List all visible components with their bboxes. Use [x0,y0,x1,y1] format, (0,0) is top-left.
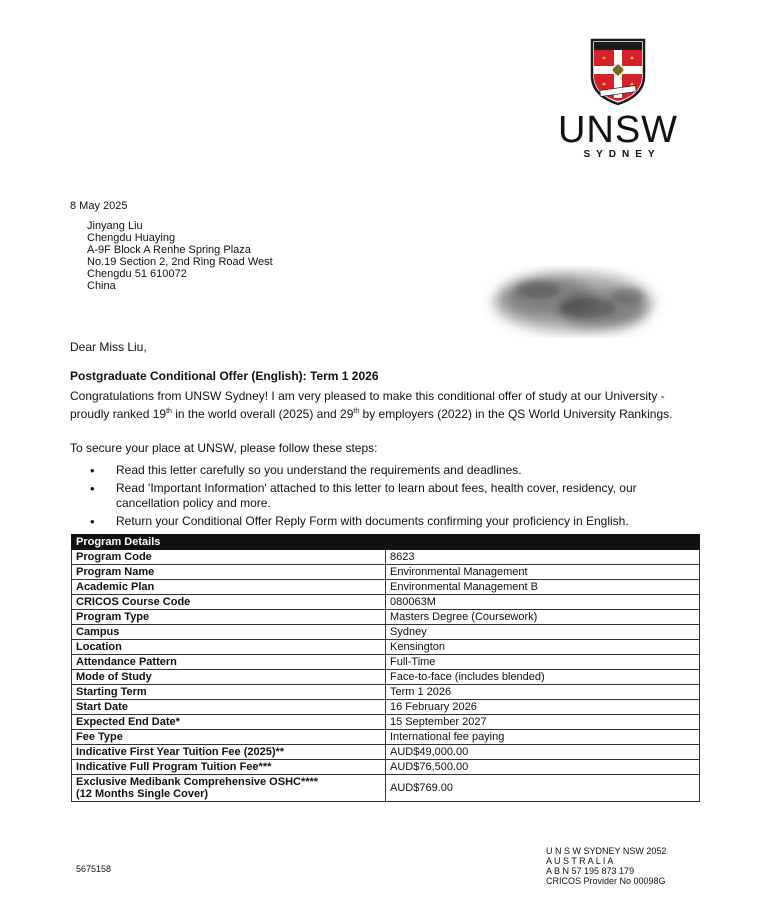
row-label: Program Type [72,610,386,625]
row-value: 8623 [386,550,700,565]
footer-line: A B N 57 195 873 179 [546,866,635,876]
table-header-row [72,535,700,550]
ordinal-suffix: th [166,408,172,415]
steps-list [70,463,695,532]
address-line: Chengdu 51 610072 [87,268,187,280]
table-row [72,775,700,802]
table-row [72,730,700,745]
table-row [72,565,700,580]
intro-paragraph [70,389,695,422]
unsw-crest-icon [590,38,646,106]
table-row [72,685,700,700]
program-details-table [71,534,700,802]
row-value: International fee paying [386,730,700,745]
row-value: AUD$769.00 [386,775,700,802]
ordinal-suffix: th [353,408,360,415]
row-value: Masters Degree (Coursework) [386,610,700,625]
row-value: Environmental Management [386,565,700,580]
row-value: 080063M [386,595,700,610]
table-row [72,610,700,625]
table-row [72,745,700,760]
university-address [546,846,666,886]
steps-intro: To secure your place at UNSW, please follow these steps: [70,441,378,455]
row-label: Mode of Study [72,670,386,685]
table-row [72,700,700,715]
row-label: Academic Plan [72,580,386,595]
address-line: No.19 Section 2, 2nd Ring Road West [87,256,273,268]
offer-subject: Postgraduate Conditional Offer (English): Term 1 2026 [70,369,379,383]
row-value: Full-Time [386,655,700,670]
row-label: Expected End Date* [72,715,386,730]
row-value: AUD$76,500.00 [386,760,700,775]
table-heading: Program Details [72,535,700,550]
list-item: • Read this letter carefully so you understand the requirements and deadlines. [70,463,695,478]
recipient-address [87,220,273,292]
logo-subtitle: SYDNEY [583,149,661,160]
row-label-line: (12 Months Single Cover) [76,788,209,800]
table-row [72,550,700,565]
row-label: Fee Type [72,730,386,745]
address-line: Jinyang Liu [87,220,143,232]
row-label: Attendance Pattern [72,655,386,670]
row-label: Program Name [72,565,386,580]
row-value: 15 September 2027 [386,715,700,730]
reference-number: 5675158 [76,864,112,874]
table-row [72,670,700,685]
unsw-logo [548,38,688,158]
address-line: A-9F Block A Renhe Spring Plaza [87,244,251,256]
row-value: AUD$49,000.00 [386,745,700,760]
row-value: Kensington [386,640,700,655]
logo-wordmark: UNSW [557,109,679,151]
row-value: 16 February 2026 [386,700,700,715]
row-label: Start Date [72,700,386,715]
table-row [72,715,700,730]
row-label-line: Exclusive Medibank Comprehensive OSHC**** [76,776,319,788]
footer-line: CRICOS Provider No 00098G [546,876,666,886]
intro-text-1: Congratulations from UNSW Sydney! I am very pleased to make this conditional offer of study at our University - proudly ranked 19 [70,389,665,421]
table-row [72,595,700,610]
table-row [72,580,700,595]
redacted-signature [478,262,668,344]
row-label: Starting Term [72,685,386,700]
row-label: Location [72,640,386,655]
row-value: Term 1 2026 [386,685,700,700]
row-label: Indicative Full Program Tuition Fee*** [72,760,386,775]
table-row [72,655,700,670]
table-row [72,640,700,655]
row-label [72,775,386,802]
footer-line: A U S T R A L I A [546,856,614,866]
row-value: Sydney [386,625,700,640]
row-value: Environmental Management B [386,580,700,595]
row-label: CRICOS Course Code [72,595,386,610]
row-label: Program Code [72,550,386,565]
table-row [72,625,700,640]
row-label: Campus [72,625,386,640]
address-line: Chengdu Huaying [87,232,176,244]
intro-text-2: in the world overall (2025) and 29 [171,407,354,421]
intro-text-3: by employers (2022) in the QS World University Rankings. [359,407,673,421]
row-label: Indicative First Year Tuition Fee (2025)** [72,745,386,760]
footer-line: U N S W SYDNEY NSW 2052 [546,846,667,856]
letter-date: 8 May 2025 [70,200,128,212]
row-value: Face-to-face (includes blended) [386,670,700,685]
list-item: • Read 'Important Information' attached to this letter to learn about fees, health cover, residency, our cancellation policy and more. [70,481,695,511]
address-line: China [87,280,116,292]
list-item: • Return your Conditional Offer Reply Form with documents confirming your proficiency in English. [70,514,695,529]
table-body [72,550,700,775]
table-row [72,760,700,775]
salutation: Dear Miss Liu, [70,340,147,354]
